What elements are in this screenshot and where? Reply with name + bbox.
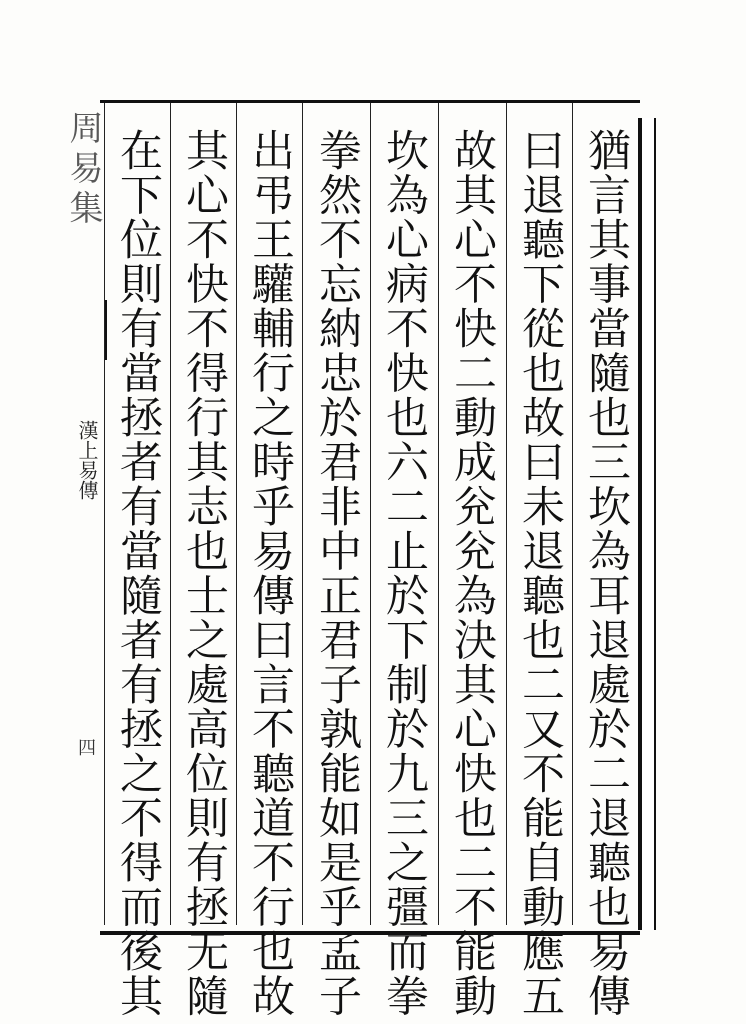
frame-right-border <box>638 118 656 930</box>
column-rule <box>236 103 237 925</box>
margin-title-fragment: 周易集 <box>63 110 103 230</box>
column-rule <box>506 103 507 925</box>
text-column-7: 其心不快不得行其志也士之處高位則有拯无隨 <box>179 128 229 1018</box>
column-rule <box>370 103 371 925</box>
column-rule <box>572 103 573 925</box>
fold-book-title: 漢上易傳 <box>75 420 99 500</box>
text-column-2: 曰退聽下從也故曰未退聽也二又不能自動應五 <box>515 128 565 1018</box>
text-column-8: 在下位則有當拯者有當隨者有拯之不得而後其 <box>113 128 163 1018</box>
text-column-3: 故其心不快二動成兊兊為決其心快也二不能動 <box>447 128 497 1018</box>
text-column-1: 猶言其事當隨也三坎為耳退處於二退聽也易傳 <box>581 128 631 1018</box>
column-rule <box>170 103 171 925</box>
fold-page-number: 四 <box>75 738 96 756</box>
text-column-5: 拳然不忘納忠於君非中正君子孰能如是乎孟子 <box>312 128 362 1018</box>
text-column-4: 坎為心病不快也六二止於下制於九三之彊而拳 <box>379 128 429 1018</box>
column-rule <box>302 103 303 925</box>
column-rule <box>438 103 439 925</box>
text-column-6: 出弔王驩輔行之時乎易傳曰言不聽道不行也故 <box>245 128 295 1018</box>
column-rule <box>104 103 105 925</box>
